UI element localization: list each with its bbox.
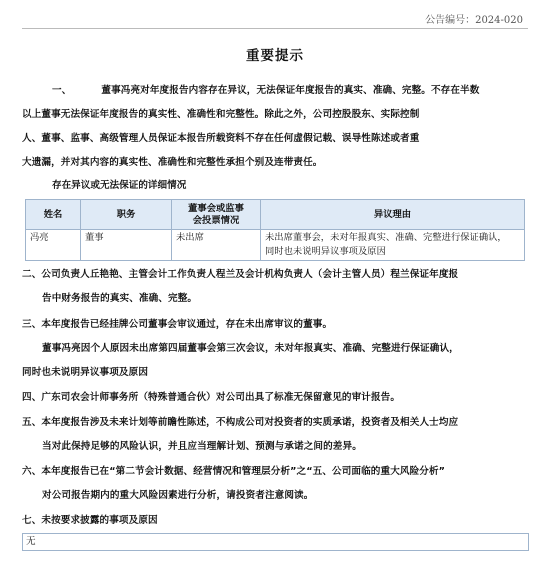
dissent-table bbox=[25, 199, 525, 261]
header-position: 职务 bbox=[81, 200, 172, 230]
section-5-line-1: 五、本年度报告涉及未来计划等前瞻性陈述，不构成公司对投资者的实质承诺，投资者及相关人士均应 bbox=[22, 417, 459, 428]
table-row bbox=[26, 230, 525, 261]
page-title: 重要提示 bbox=[246, 48, 304, 64]
section-1-line-3: 人、董事、监事、高级管理人员保证本报告所载资料不存在任何虚假记载、误导性陈述或者重 bbox=[22, 133, 420, 144]
section-2-line-2: 告中财务报告的真实、准确、完整。 bbox=[42, 293, 198, 304]
cell-reason: 未出席董事会，未对年报真实、准确、完整进行保证确认， 同时也未说明异议事项及原因 bbox=[261, 230, 525, 261]
section-2-line-1: 二、公司负责人丘艳艳、主管会计工作负责人程兰及会计机构负责人（会计主管人员）程兰保证年度报 bbox=[22, 269, 459, 280]
section-6-line-1: 六、本年度报告已在“第二节会计数据、经营情况和管理层分析”之“五、公司面临的重大风险分析” bbox=[22, 466, 446, 477]
section-7-value-box: 无 bbox=[22, 533, 529, 551]
section-1-label: 一、 bbox=[52, 85, 72, 96]
section-3-detail-1: 董事冯亮因个人原因未出席第四届董事会第三次会议，未对年报真实、准确、完整进行保证确认， bbox=[42, 343, 459, 354]
table-caption: 存在异议或无法保证的详细情况 bbox=[52, 180, 187, 191]
cell-name: 冯亮 bbox=[26, 230, 81, 261]
cell-position: 董事 bbox=[81, 230, 172, 261]
section-1-line-1: 一、 董事冯亮对年度报告内容存在异议，无法保证年度报告的真实、准确、完整。不存在半数 bbox=[52, 85, 480, 96]
section-4-line: 四、广东司农会计师事务所（特殊普通合伙）对公司出具了标准无保留意见的审计报告。 bbox=[22, 392, 401, 403]
section-6-line-2: 对公司报告期内的重大风险因素进行分析，请投资者注意阅读。 bbox=[42, 490, 314, 501]
header-vote: 董事会或监事 会投票情况 bbox=[172, 200, 261, 230]
document-number: 公告编号：2024-020 bbox=[425, 15, 523, 26]
header-name: 姓名 bbox=[26, 200, 81, 230]
cell-vote: 未出席 bbox=[172, 230, 261, 261]
section-3-detail-2: 同时也未说明异议事项及原因 bbox=[22, 367, 149, 378]
header-divider bbox=[22, 28, 528, 29]
section-3-line: 三、本年度报告已经挂牌公司董事会审议通过，存在未出席审议的董事。 bbox=[22, 319, 333, 330]
table-header-row bbox=[26, 200, 525, 230]
section-1-line-4: 大遗漏，并对其内容的真实性、准确性和完整性承担个别及连带责任。 bbox=[22, 157, 323, 168]
header-reason: 异议理由 bbox=[261, 200, 525, 230]
section-5-line-2: 当对此保持足够的风险认识，并且应当理解计划、预测与承诺之间的差异。 bbox=[42, 441, 362, 452]
section-7-line: 七、未按要求披露的事项及原因 bbox=[22, 515, 158, 526]
section-1-line-2: 以上董事无法保证年度报告的真实性、准确性和完整性。除此之外，公司控股股东、实际控制 bbox=[22, 109, 420, 120]
